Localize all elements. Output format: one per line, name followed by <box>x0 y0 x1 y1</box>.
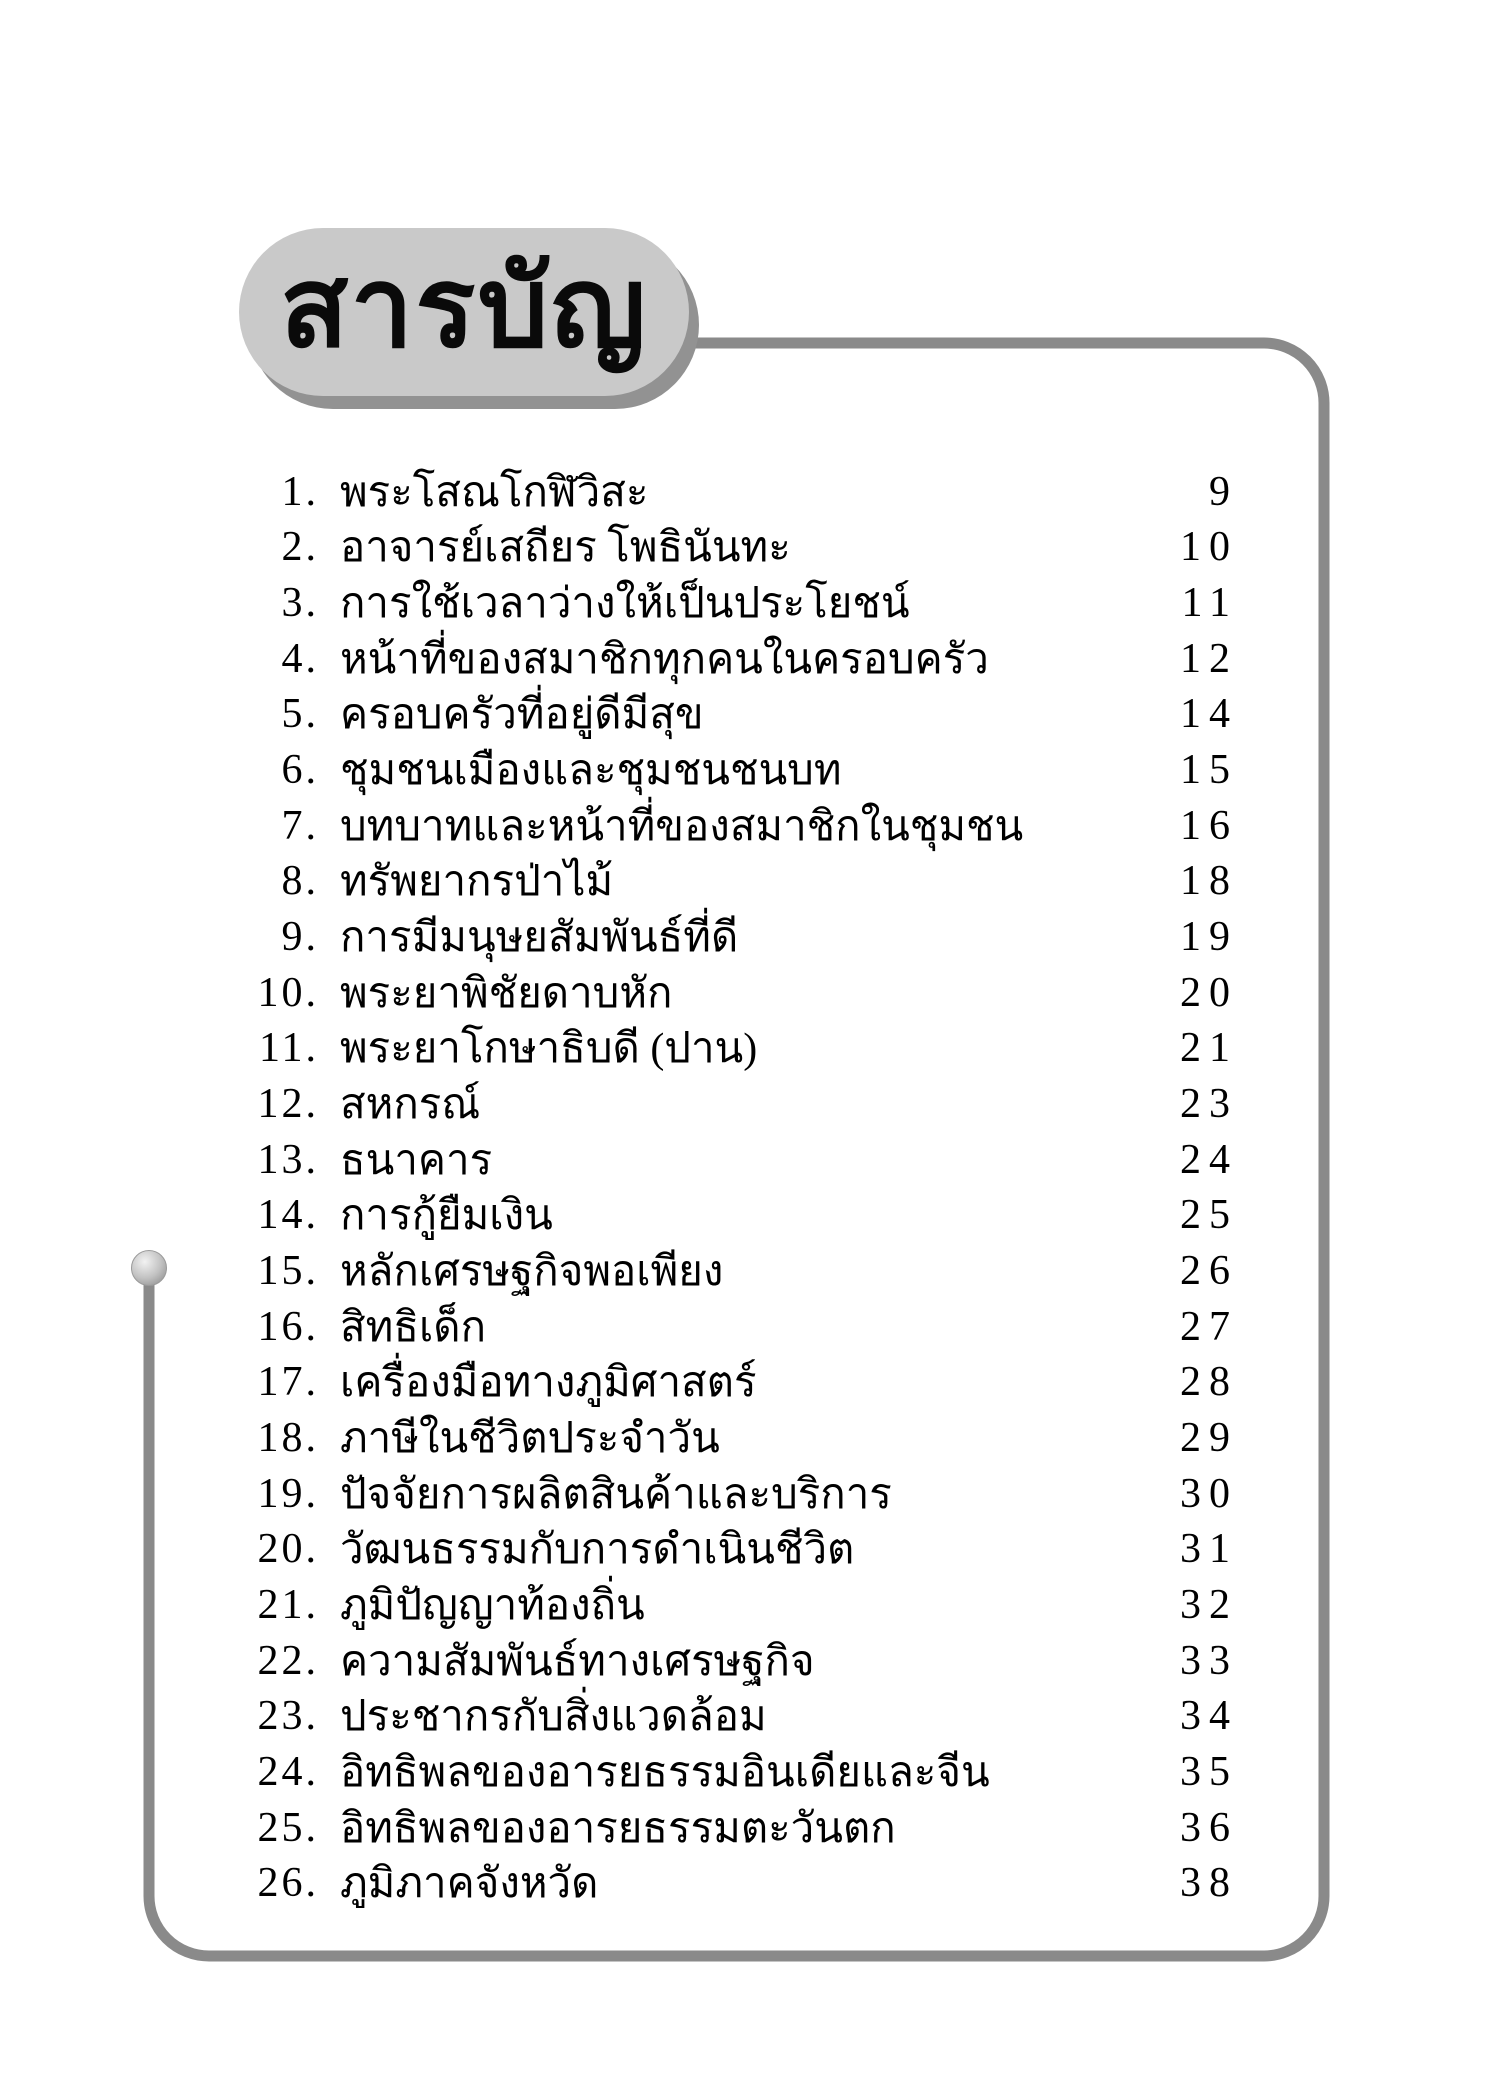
toc-item-number: 13. <box>257 1136 319 1183</box>
toc-item-title: หน้าที่ของสมาชิกทุกคนในครอบครัว <box>340 636 989 683</box>
toc-item-title: อาจารย์เสถียร โพธินันทะ <box>340 525 791 572</box>
toc-item-title: พระยาพิชัยดาบหัก <box>340 970 673 1017</box>
toc-item-number: 4. <box>281 635 319 682</box>
toc-item-page: 11 <box>1181 580 1238 627</box>
toc-item-page: 29 <box>1180 1414 1238 1461</box>
toc-item-page: 31 <box>1180 1526 1238 1573</box>
page-title: สารบัญ <box>280 245 648 370</box>
toc-item-title: ทรัพยากรป่าไม้ <box>340 859 614 906</box>
toc-item-page: 10 <box>1180 524 1238 571</box>
toc-item-page: 36 <box>1180 1804 1238 1851</box>
toc-row <box>257 1188 1238 1244</box>
toc-item-title: อิทธิพลของอารยธรรมตะวันตก <box>340 1805 896 1852</box>
toc-item-page: 30 <box>1180 1470 1238 1517</box>
toc-item-title: การมีมนุษยสัมพันธ์ที่ดี <box>340 915 739 962</box>
bullet-ball <box>132 1251 167 1286</box>
toc-item-title: ธนาคาร <box>340 1137 493 1184</box>
toc-item-page: 27 <box>1180 1303 1238 1350</box>
toc-item-page: 21 <box>1180 1025 1238 1072</box>
toc-item-page: 16 <box>1180 802 1238 849</box>
toc-item-page: 26 <box>1180 1248 1238 1295</box>
toc-item-page: 25 <box>1180 1192 1238 1239</box>
toc-item-title: บทบาทและหน้าที่ของสมาชิกในชุมชน <box>340 803 1024 850</box>
toc-item-title: วัฒนธรรมกับการดำเนินชีวิต <box>340 1527 855 1574</box>
toc-item-number: 3. <box>281 580 319 627</box>
toc-item-number: 9. <box>281 914 319 961</box>
toc-item-title: พระยาโกษาธิบดี (ปาน) <box>340 1026 758 1073</box>
toc-item-page: 28 <box>1180 1359 1238 1406</box>
toc-item-number: 16. <box>257 1303 319 1350</box>
toc-item-number: 10. <box>257 969 319 1016</box>
toc-row <box>257 464 1238 520</box>
toc-row <box>257 1466 1238 1522</box>
toc-item-number: 24. <box>257 1748 319 1795</box>
toc-item-page: 18 <box>1180 858 1238 905</box>
toc-item-title: ภูมิปัญญาท้องถิ่น <box>340 1582 645 1629</box>
toc-item-page: 32 <box>1180 1581 1238 1628</box>
toc-item-title: อิทธิพลของอารยธรรมอินเดียและจีน <box>340 1749 990 1796</box>
toc-item-number: 22. <box>257 1637 319 1684</box>
toc-item-title: สิทธิเด็ก <box>340 1304 487 1351</box>
toc-item-title: ประชากรกับสิ่งแวดล้อม <box>340 1694 767 1741</box>
toc-item-title: สหกรณ์ <box>340 1082 481 1129</box>
title-bubble <box>239 228 689 396</box>
toc-list <box>257 464 1238 1911</box>
toc-row <box>257 1521 1238 1577</box>
toc-item-number: 5. <box>281 691 319 738</box>
toc-row <box>257 1410 1238 1466</box>
toc-row <box>257 854 1238 910</box>
toc-row <box>257 1243 1238 1299</box>
toc-row <box>257 965 1238 1021</box>
toc-row <box>257 1633 1238 1689</box>
toc-item-number: 23. <box>257 1693 319 1740</box>
toc-item-title: ความสัมพันธ์ทางเศรษฐกิจ <box>340 1638 815 1685</box>
toc-item-number: 8. <box>281 858 319 905</box>
toc-item-number: 25. <box>257 1804 319 1851</box>
toc-row <box>257 1132 1238 1188</box>
toc-item-title: ครอบครัวที่อยู่ดีมีสุข <box>340 692 704 739</box>
toc-row <box>257 1021 1238 1077</box>
toc-item-page: 14 <box>1180 691 1238 738</box>
toc-item-number: 11. <box>259 1025 319 1072</box>
toc-item-page: 24 <box>1180 1136 1238 1183</box>
toc-row <box>257 1076 1238 1132</box>
toc-item-number: 26. <box>257 1860 319 1907</box>
toc-item-page: 38 <box>1180 1860 1238 1907</box>
toc-item-title: พระโสณโกฬิวิสะ <box>340 469 649 516</box>
toc-item-number: 7. <box>281 802 319 849</box>
toc-row <box>257 1355 1238 1411</box>
toc-item-number: 2. <box>281 524 319 571</box>
toc-item-number: 14. <box>257 1192 319 1239</box>
toc-item-title: ชุมชนเมืองและชุมชนชนบท <box>340 748 842 795</box>
toc-item-page: 9 <box>1209 468 1238 515</box>
toc-item-number: 15. <box>257 1248 319 1295</box>
toc-row <box>257 1744 1238 1800</box>
toc-item-title: เครื่องมือทางภูมิศาสตร์ <box>340 1360 757 1407</box>
toc-row <box>257 687 1238 743</box>
toc-row <box>257 1800 1238 1856</box>
toc-item-title: การใช้เวลาว่างให้เป็นประโยชน์ <box>340 581 910 628</box>
toc-item-number: 21. <box>257 1581 319 1628</box>
toc-row <box>257 520 1238 576</box>
toc-item-number: 1. <box>281 468 319 515</box>
toc-row <box>257 1577 1238 1633</box>
toc-row <box>257 742 1238 798</box>
toc-row <box>257 575 1238 631</box>
toc-item-page: 34 <box>1180 1693 1238 1740</box>
toc-row <box>257 1688 1238 1744</box>
toc-item-page: 35 <box>1180 1748 1238 1795</box>
toc-row <box>257 1855 1238 1911</box>
toc-item-number: 6. <box>281 747 319 794</box>
toc-item-number: 12. <box>257 1081 319 1128</box>
toc-item-page: 23 <box>1180 1081 1238 1128</box>
toc-row <box>257 1299 1238 1355</box>
toc-item-page: 20 <box>1180 969 1238 1016</box>
toc-item-title: หลักเศรษฐกิจพอเพียง <box>340 1249 724 1296</box>
toc-item-title: ภาษีในชีวิตประจำวัน <box>340 1415 720 1462</box>
toc-item-title: ปัจจัยการผลิตสินค้าและบริการ <box>340 1471 892 1518</box>
toc-row <box>257 798 1238 854</box>
toc-item-title: การกู้ยืมเงิน <box>340 1193 553 1240</box>
toc-item-title: ภูมิภาคจังหวัด <box>340 1861 599 1908</box>
toc-item-number: 19. <box>257 1470 319 1517</box>
toc-item-number: 20. <box>257 1526 319 1573</box>
toc-item-number: 17. <box>257 1359 319 1406</box>
toc-item-page: 33 <box>1180 1637 1238 1684</box>
toc-row <box>257 631 1238 687</box>
toc-item-page: 12 <box>1180 635 1238 682</box>
toc-row <box>257 909 1238 965</box>
toc-item-page: 15 <box>1180 747 1238 794</box>
toc-item-number: 18. <box>257 1414 319 1461</box>
toc-item-page: 19 <box>1180 914 1238 961</box>
